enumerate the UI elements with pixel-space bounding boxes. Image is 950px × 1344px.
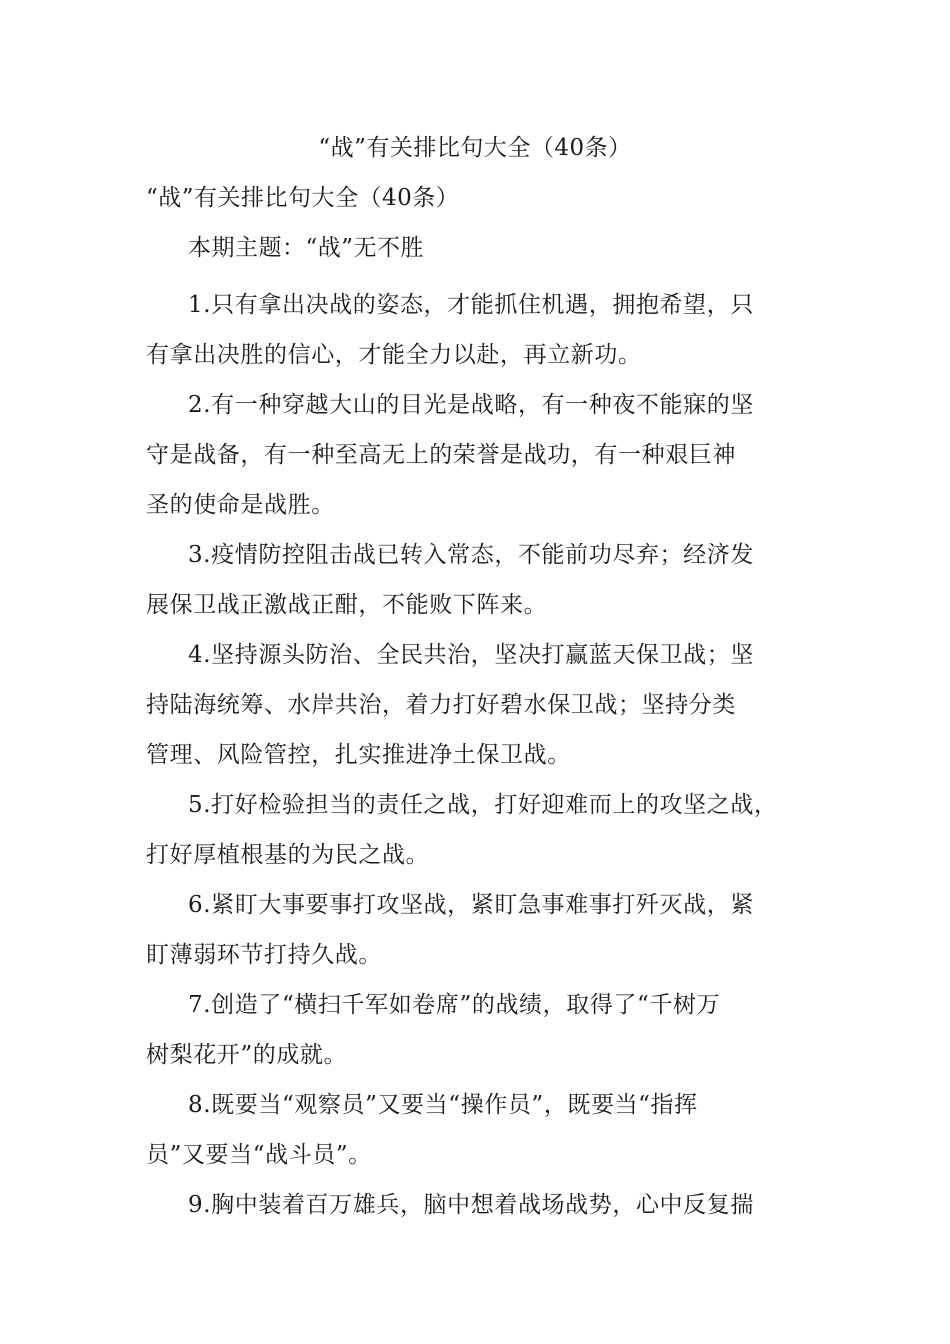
paragraph-line: 9.胸中装着百万雄兵，脑中想着战场战势，心中反复揣 — [188, 1192, 754, 1218]
paragraph-line: 打好厚植根基的为民之战。 — [146, 842, 430, 868]
paragraph-4 — [146, 630, 816, 780]
paragraph-line: 树梨花开”的成就。 — [146, 1042, 348, 1068]
paragraph-line: 员”又要当“战斗员”。 — [146, 1142, 372, 1168]
paragraph-line: 7.创造了“横扫千军如卷席”的战绩，取得了“千树万 — [188, 992, 721, 1018]
paragraph-1 — [146, 280, 816, 380]
paragraph-7 — [146, 980, 816, 1080]
paragraph-line: 圣的使命是战胜。 — [146, 492, 335, 518]
paragraph-3 — [146, 530, 816, 630]
paragraph-line: 有拿出决胜的信心，才能全力以赴，再立新功。 — [146, 342, 642, 368]
paragraph-line: 1.只有拿出决战的姿态，才能抓住机遇，拥抱希望，只 — [188, 292, 754, 318]
paragraph-line: 2.有一种穿越大山的目光是战略，有一种夜不能寐的坚 — [188, 392, 754, 418]
paragraph-9 — [146, 1180, 816, 1230]
page-title: “战”有关排比句大全（40条） — [318, 135, 632, 161]
document-subtitle: “战”有关排比句大全（40条） — [146, 185, 460, 211]
paragraph-line: 6.紧盯大事要事打攻坚战，紧盯急事难事打歼灭战，紧 — [188, 892, 754, 918]
paragraph-2 — [146, 380, 816, 530]
theme-line: 本期主题：“战”无不胜 — [188, 235, 425, 261]
paragraph-line: 8.既要当“观察员”又要当“操作员”，既要当“指挥 — [188, 1092, 698, 1118]
paragraph-line: 盯薄弱环节打持久战。 — [146, 942, 382, 968]
paragraph-5 — [146, 780, 816, 880]
paragraph-8 — [146, 1080, 816, 1180]
paragraph-line: 管理、风险管控，扎实推进净土保卫战。 — [146, 742, 571, 768]
paragraph-line: 持陆海统筹、水岸共治，着力打好碧水保卫战；坚持分类 — [146, 692, 736, 718]
paragraph-line: 展保卫战正激战正酣，不能败下阵来。 — [146, 592, 548, 618]
paragraph-6 — [146, 880, 816, 980]
paragraph-line: 3.疫情防控阻击战已转入常态，不能前功尽弃；经济发 — [188, 542, 754, 568]
paragraph-line: 4.坚持源头防治、全民共治，坚决打赢蓝天保卫战；坚 — [188, 642, 754, 668]
paragraph-line: 守是战备，有一种至高无上的荣誉是战功，有一种艰巨神 — [146, 442, 736, 468]
document-body — [146, 280, 816, 1230]
paragraph-line: 5.打好检验担当的责任之战，打好迎难而上的攻坚之战， — [188, 792, 778, 818]
